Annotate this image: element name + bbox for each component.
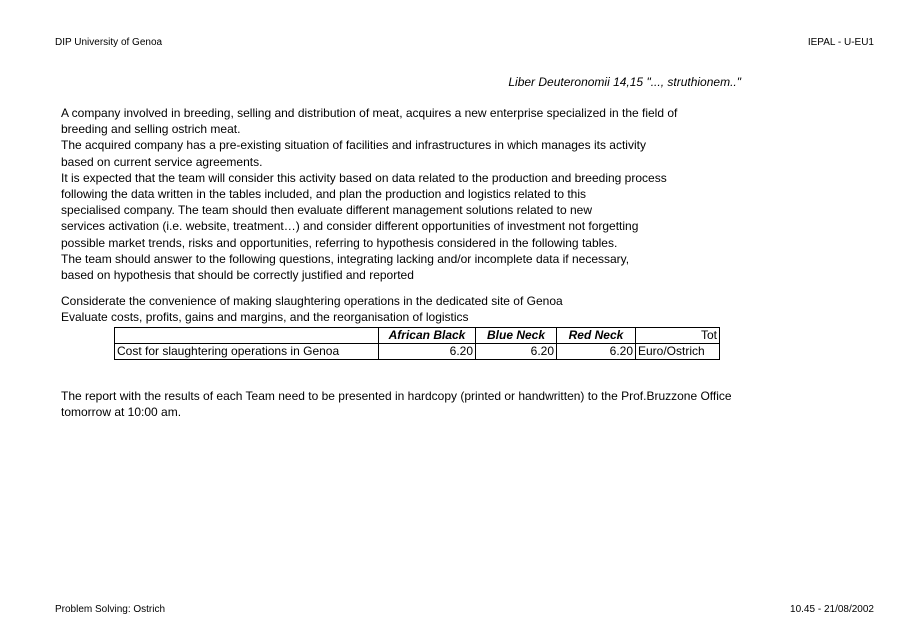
- intro-line: breeding and selling ostrich meat.: [61, 122, 241, 137]
- report-line: tomorrow at 10:00 am.: [61, 405, 182, 420]
- intro-line: specialised company. The team should then evaluate different management solutions related to new: [61, 203, 592, 218]
- report-paragraph: [61, 388, 841, 420]
- task-line: Evaluate costs, profits, gains and margins, and the reorganisation of logistics: [61, 310, 469, 325]
- header-left-text: DIP University of Genoa: [55, 37, 163, 48]
- header-right-text: IEPAL - U-EU1: [807, 37, 874, 48]
- intro-line: The team should answer to the following questions, integrating lacking and/or incomplete data if necessary,: [61, 251, 630, 266]
- table-header-red-neck: Red Neck: [557, 328, 636, 344]
- task-line: Considerate the convenience of making slaughtering operations in the dedicated site of Genoa: [61, 294, 563, 308]
- intro-line: based on hypothesis that should be correctly justified and reported: [61, 268, 414, 283]
- table-cell-african-black: 6.20: [379, 344, 476, 360]
- intro-line: It is expected that the team will consider this activity based on data related to the production and breeding process: [61, 170, 667, 185]
- table-header-blue-neck: Blue Neck: [476, 328, 557, 344]
- table-header-tot: Tot: [636, 328, 720, 344]
- footer-right-text: 10.45 - 21/08/2002: [790, 604, 874, 615]
- intro-line: based on current service agreements.: [61, 154, 263, 169]
- table-cell-blue-neck: 6.20: [476, 344, 557, 360]
- intro-line: possible market trends, risks and opportunities, referring to hypothesis considered in the following tables.: [61, 235, 618, 250]
- table-row-label: Cost for slaughtering operations in Genoa: [115, 344, 379, 360]
- quote: Liber Deuteronomii 14,15 "..., struthionem..": [508, 75, 741, 89]
- table-header-african-black: African Black: [379, 328, 476, 344]
- footer-left-text: Problem Solving: Ostrich: [55, 604, 166, 615]
- table-cell-red-neck: 6.20: [557, 344, 636, 360]
- table-header-empty: [115, 328, 379, 344]
- intro-line: following the data written in the tables included, and plan the production and logistics related to this: [61, 187, 586, 202]
- intro-line: services activation (i.e. website, treatment…) and consider different opportunities of investment not forgetting: [61, 219, 639, 234]
- report-line: The report with the results of each Team need to be presented in hardcopy (printed or handwritten) to the Prof.Bruzzone Office: [61, 389, 732, 403]
- intro-paragraph: [61, 105, 841, 283]
- intro-line: The acquired company has a pre-existing situation of facilities and infrastructures in which manages its activity: [61, 138, 646, 153]
- cost-table: [114, 327, 720, 360]
- table-header-row: [115, 328, 720, 344]
- intro-line: A company involved in breeding, selling and distribution of meat, acquires a new enterprise specialized in the field of: [61, 106, 678, 120]
- task-paragraph: [61, 293, 841, 325]
- table-row: [115, 344, 720, 360]
- table-cell-unit: Euro/Ostrich: [636, 344, 720, 360]
